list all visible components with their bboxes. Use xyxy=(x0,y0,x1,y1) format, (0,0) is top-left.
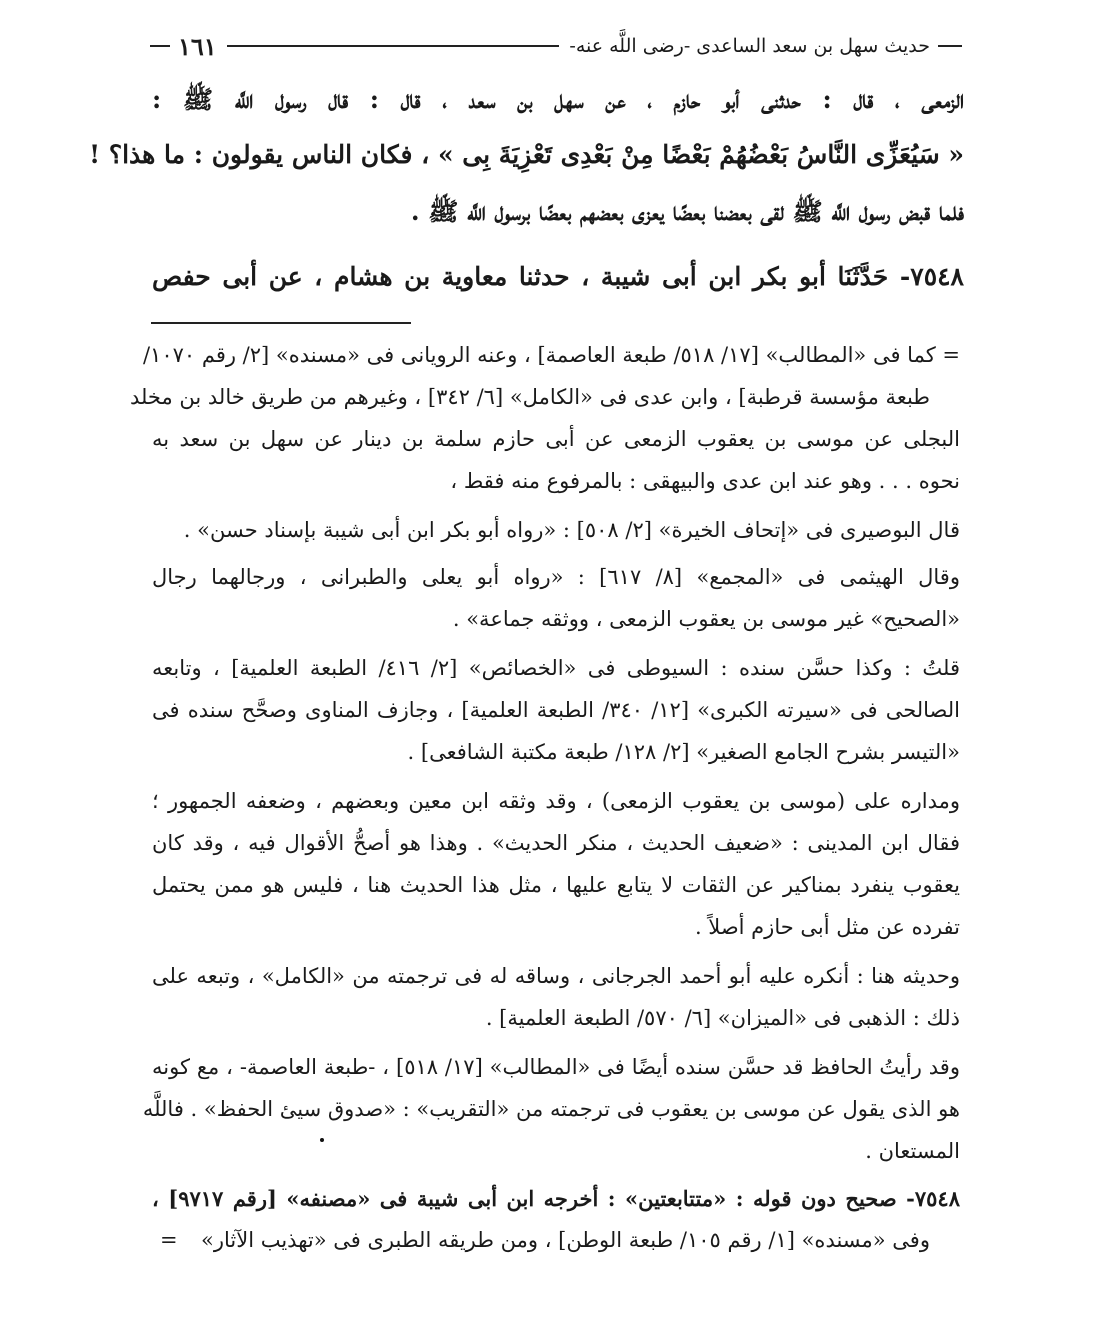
footnote-line: يعقوب ينفرد بمناكير عن الثقات لا يتابع عليها ، مثل هذا الحديث هنا ، فليس هو ممن يحتمل xyxy=(152,873,960,897)
hadith-text: حَدَّثَنَا أبو بكر ابن أبى شيبة ، حدثنا معاوية بن هشام ، عن أبى حفص xyxy=(152,262,889,291)
footnote-line: المستعان . xyxy=(865,1139,960,1163)
continuation-mark: = xyxy=(160,1228,178,1252)
footnote-line: طبعة مؤسسة قرطبة] ، وابن عدى فى «الكامل» [٦/ ٣٤٢] ، وغيرهم من طريق خالد بن مخلد xyxy=(129,385,930,409)
footnote-line: وفى «مسنده» [١/ رقم ١٠٥/ طبعة الوطن] ، ومن طريقه الطبرى فى «تهذيب الآثار» xyxy=(200,1228,930,1252)
footnote-line: نحوه . . . وهو عند ابن عدى والبيهقى : بالمرفوع منه فقط ، xyxy=(450,469,960,493)
next-hadith-line xyxy=(152,262,964,291)
hadith-number: ٧٥٤٨- xyxy=(899,262,964,291)
header-title: حديث سهل بن سعد الساعدى -رضى اللَّه عنه- xyxy=(569,35,930,57)
footnote-line: قلتُ : وكذا حسَّن سنده : السيوطى فى «الخصائص» [٢/ ٤١٦/ الطبعة العلمية] ، وتابعه xyxy=(152,656,960,680)
footnote-line: هو الذى يقول عن موسى بن يعقوب فى ترجمته من «التقريب» : «صدوق سيئ الحفظ» . فاللَّه xyxy=(142,1097,960,1121)
header-rule xyxy=(227,45,560,47)
footnote-line: تفرده عن مثل أبى حازم أصلاً . xyxy=(694,915,960,939)
footnote-line: الصالحى فى «سيرته الكبرى» [١٢/ ٣٤٠/ الطبعة العلمية] ، وجازف المناوى وصحَّح سنده فى xyxy=(152,698,960,722)
footnote-line: ٧٥٤٨- صحيح دون قوله : «متتابعتين» : أخرجه ابن أبى شيبة فى «مصنفه» [رقم ٩٧١٧] ، xyxy=(152,1186,960,1211)
footnote-separator xyxy=(151,322,411,324)
header-dash-right xyxy=(938,45,962,47)
stray-dot xyxy=(320,1138,324,1142)
footnote-line: وقال الهيثمى فى «المجمع» [٨/ ٦١٧] : «رواه أبو يعلى والطبرانى ، ورجالهما رجال xyxy=(152,565,960,589)
running-header xyxy=(150,28,962,64)
header-dash-left xyxy=(150,45,170,47)
footnote-line: قال البوصيرى فى «إتحاف الخيرة» [٢/ ٥٠٨] : «رواه أبو بكر ابن أبى شيبة بإسناد حسن» . xyxy=(183,518,960,542)
main-text-line: فلما قبض رسول اللَّه ﷺ لقى بعضنا بعضًا يعزى بعضهم بعضًا برسول اللَّه ﷺ . xyxy=(410,197,964,226)
footnote-line: ومداره على (موسى بن يعقوب الزمعى) ، وقد وثقه ابن معين وبعضهم ، وضعفه الجمهور ؛ xyxy=(152,789,960,813)
footnote-line: وحديثه هنا : أنكره عليه أبو أحمد الجرجانى ، وساقه له فى ترجمته من «الكامل» ، وتبعه على xyxy=(152,964,960,988)
main-text-line: الزمعى ، قال : حدثنى أبو حازم ، عن سهل بن سعد ، قال : قال رسول اللَّه ﷺ : xyxy=(152,85,964,114)
footnote-line: فقال ابن المدينى : «ضعيف الحديث ، منكر الحديث» . وهذا هو أصحُّ الأقوال فيه ، وقد كان xyxy=(152,831,960,855)
footnote-line: ذلك : الذهبى فى «الميزان» [٦/ ٥٧٠/ الطبعة العلمية] . xyxy=(485,1006,960,1030)
footnote-line: = كما فى «المطالب» [١٧/ ٥١٨/ طبعة العاصمة] ، وعنه الرويانى فى «مسنده» [٢/ رقم ١٠٧٠/ xyxy=(142,343,960,367)
main-text-line: « سَيُعَزِّى النَّاسُ بَعْضُهُمْ بَعْضًا مِنْ بَعْدِى تَعْزِيَةَ بِى » ، فكان الناس يقولون : ما هذا؟ ! xyxy=(89,140,964,169)
footnote-line: البجلى عن موسى بن يعقوب الزمعى عن أبى حازم سلمة بن دينار عن سهل بن سعد به xyxy=(152,427,960,451)
footnote-line: «الصحيح» غير موسى بن يعقوب الزمعى ، ووثقه جماعة» . xyxy=(452,607,960,631)
page-number: ١٦١ xyxy=(178,31,217,61)
footnote-line: وقد رأيتُ الحافظ قد حسَّن سنده أيضًا فى «المطالب» [١٧/ ٥١٨] ، -طبعة العاصمة- ، مع كونه xyxy=(152,1055,960,1079)
footnote-line: «التيسر بشرح الجامع الصغير» [٢/ ١٢٨/ طبعة مكتبة الشافعى] . xyxy=(407,740,960,764)
